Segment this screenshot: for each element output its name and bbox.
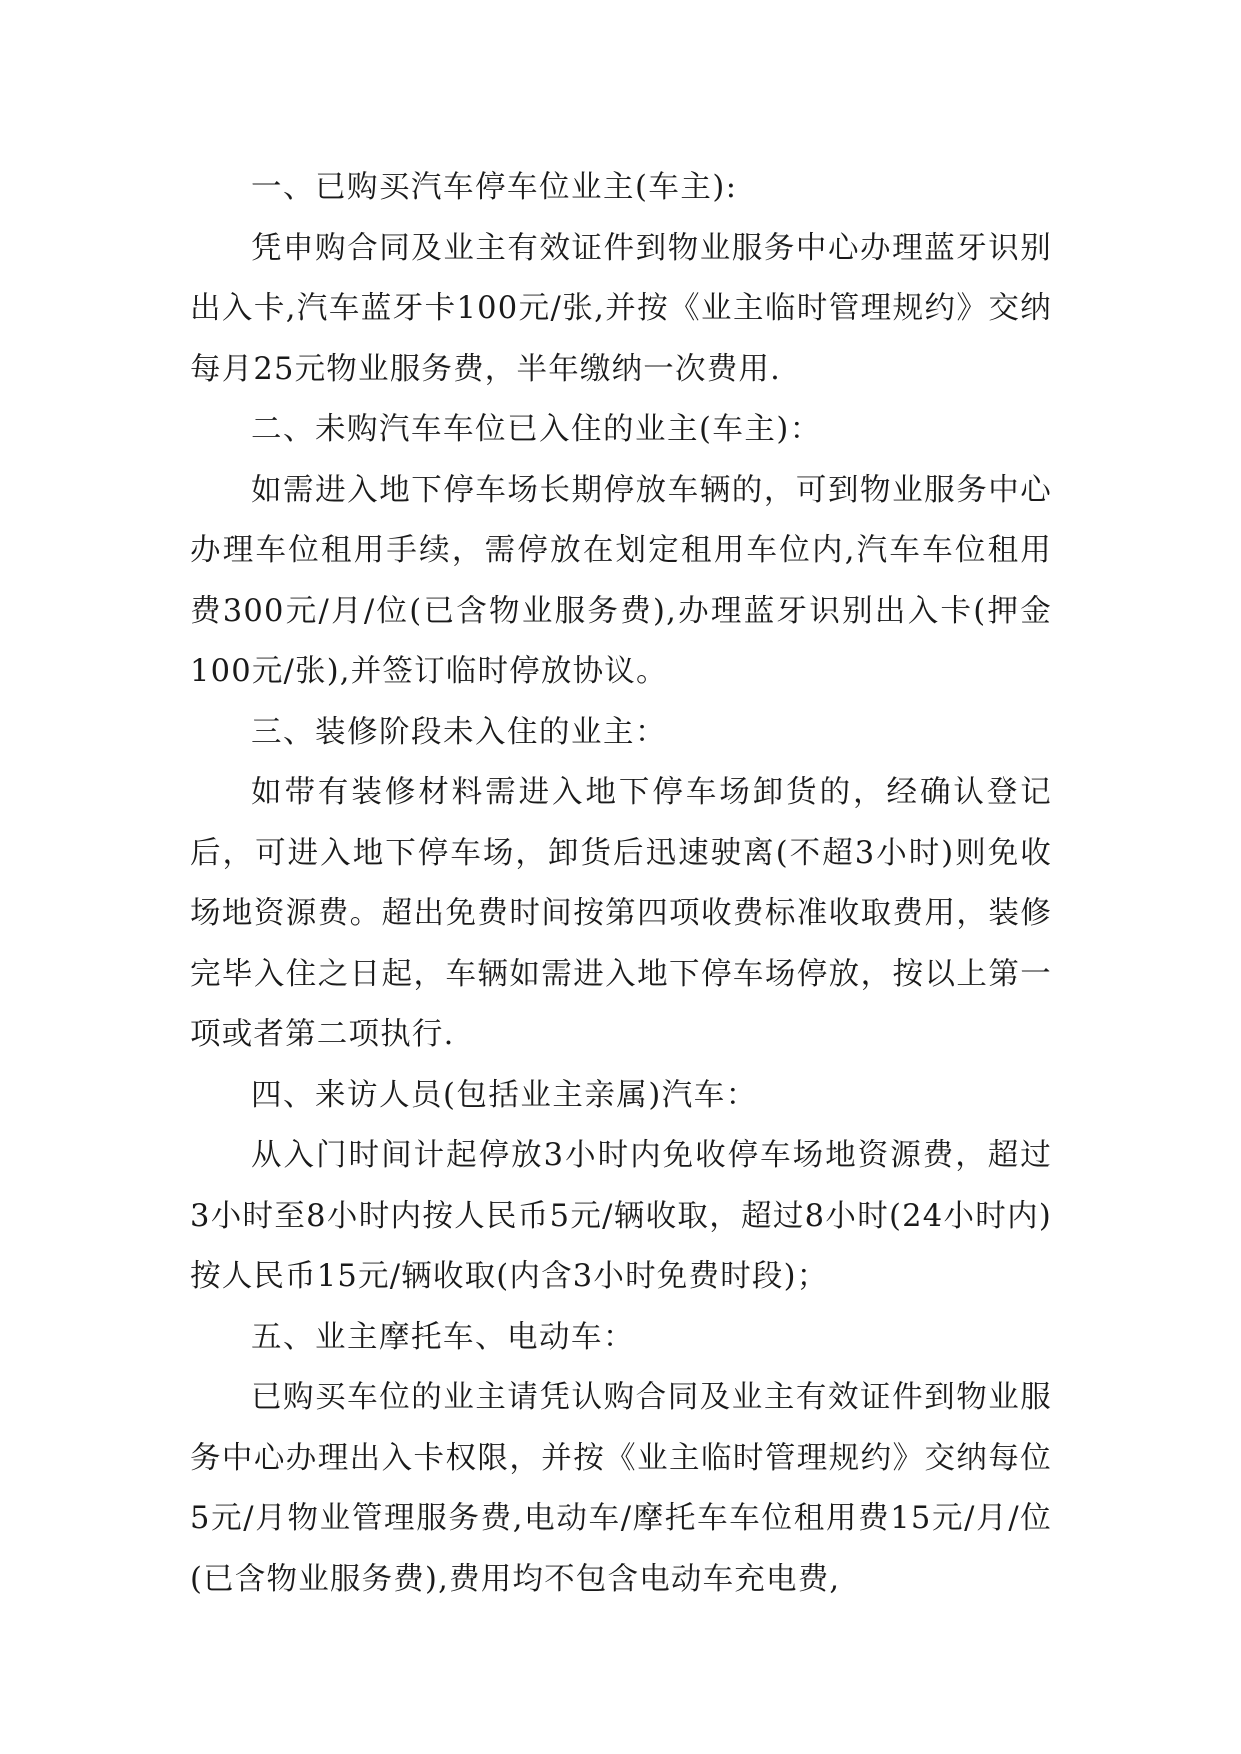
section-paragraph: 如带有装修材料需进入地下停车场卸货的，经确认登记后，可进入地下停车场，卸货后迅速驶离(不超3小时)则免收场地资源费。超出免费时间按第四项收费标准收取费用，装修完毕入住之日起，车辆如需进入地下停车场停放，按以上第一项或者第二项执行. <box>190 775 1052 1052</box>
section-heading: 四、来访人员(包括业主亲属)汽车： <box>251 1077 758 1113</box>
section-paragraph: 如需进入地下停车场长期停放车辆的，可到物业服务中心办理车位租用手续，需停放在划定租用车位内,汽车车位租用费300元/月/位(已含物业服务费),办理蓝牙识别出入卡(押金100元/张),并签订临时停放协议。 <box>190 472 1052 689</box>
section-heading: 三、装修阶段未入住的业主： <box>251 714 667 750</box>
section-heading: 二、未购汽车车位已入住的业主(车主)： <box>251 412 822 447</box>
section-heading: 五、业主摩托车、电动车： <box>251 1319 635 1355</box>
section-heading: 一、已购买汽车停车位业主(车主): <box>251 170 738 205</box>
section-paragraph: 凭申购合同及业主有效证件到物业服务中心办理蓝牙识别出入卡,汽车蓝牙卡100元/张,并按《业主临时管理规约》交纳每月25元物业服务费，半年缴纳一次费用. <box>190 230 1052 387</box>
document-body <box>190 158 1052 1610</box>
section-paragraph: 已购买车位的业主请凭认购合同及业主有效证件到物业服务中心办理出入卡权限，并按《业主临时管理规约》交纳每位5元/月物业管理服务费,电动车/摩托车车位租用费15元/月/位(已含物业服务费),费用均不包含电动车充电费, <box>190 1380 1052 1597</box>
section-paragraph: 从入门时间计起停放3小时内免收停车场地资源费，超过3小时至8小时内按人民币5元/辆收取，超过8小时(24小时内)按人民币15元/辆收取(内含3小时免费时段)； <box>190 1138 1052 1294</box>
